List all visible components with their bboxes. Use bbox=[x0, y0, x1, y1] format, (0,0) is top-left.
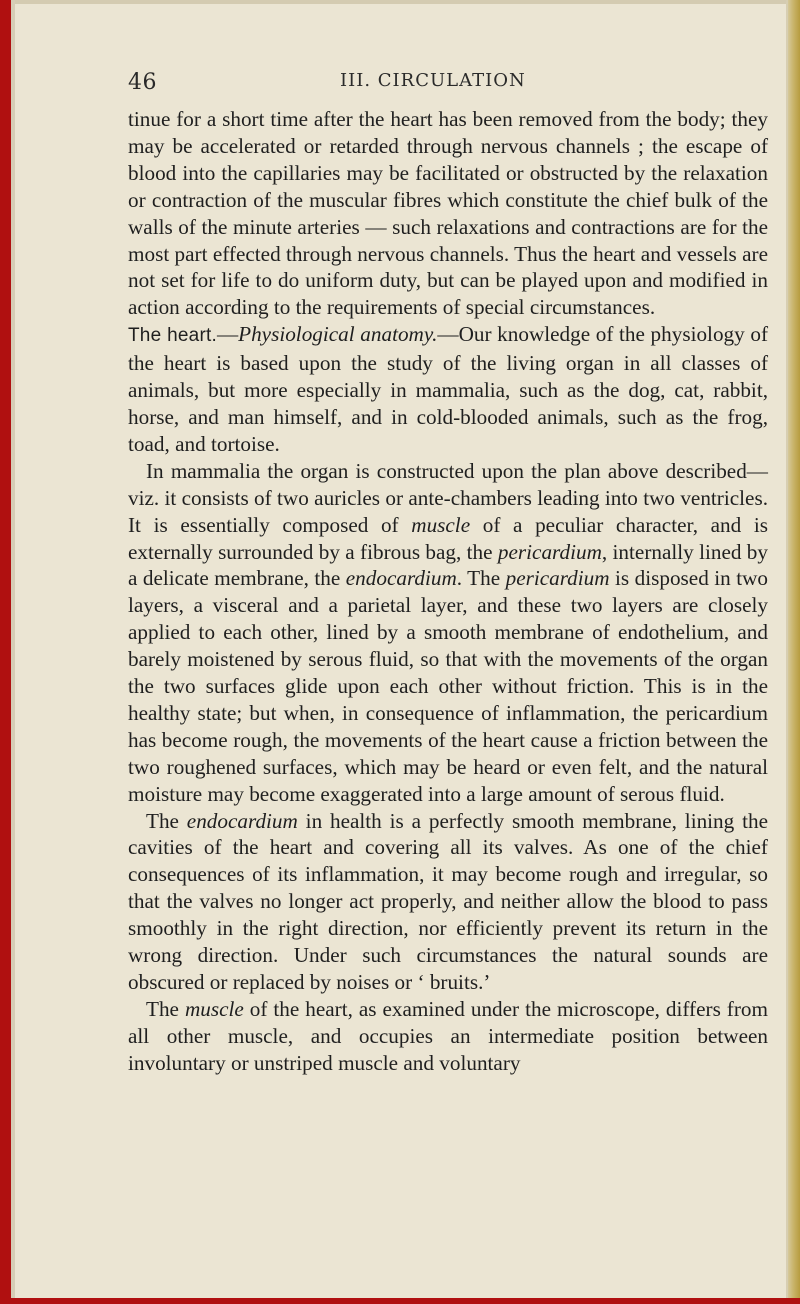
p5-text-2: of the heart, as examined under the microscope, differs from all other muscle, and occupies an intermediate position between involuntary or unstriped muscle and voluntary bbox=[128, 996, 768, 1075]
p5-text-1: The bbox=[146, 996, 185, 1021]
p3-em-pericardium-2: pericardium bbox=[505, 566, 610, 591]
right-page-edge bbox=[788, 0, 800, 1304]
left-binding-edge bbox=[0, 0, 11, 1304]
page-number: 46 bbox=[128, 70, 157, 95]
p3-em-endocardium: endocardium bbox=[345, 566, 457, 591]
paragraph-2 bbox=[128, 321, 768, 458]
p3-text-5: is disposed in two layers, a visceral and a parietal layer, and these two layers are closely applied to each other, lined by a smooth membrane of endothelium, and barely moistened by serous fluid, so that with the movements of the organ the two surfaces glide upon each other without friction. This is in the healthy state; but when, in consequence of inflammation, the pericardium has become rough, the movements of the heart cause a friction between the two roughened surfaces, which may be heard or even felt, and the natural moisture may become exaggerated into a large amount of serous fluid. bbox=[128, 566, 768, 806]
p4-text-1: The bbox=[146, 808, 187, 833]
p3-text-1: In mammalia the organ is constructed upon the plan above described—viz. it consists of two auricles or ante-chambers leading into two ventricles. It is essentially composed of bbox=[128, 458, 768, 537]
paragraph-3 bbox=[128, 458, 768, 808]
body-text bbox=[128, 106, 768, 1077]
p4-text-2: in health is a perfectly smooth membrane, lining the cavities of the heart and covering all its valves. As one of the chief consequences of its inflammation, it may become rough and irregular, so that the valves no longer act properly, and neither allow the blood to pass smoothly in the right direction, nor efficiently prevent its return in the wrong direction. Under such circumstances the natural sounds are obscured or replaced by noises or ‘ bruits.’ bbox=[128, 808, 768, 994]
page-header bbox=[128, 70, 768, 100]
p3-em-muscle: muscle bbox=[411, 512, 471, 537]
dash-1: — bbox=[216, 322, 239, 347]
bottom-binding-edge bbox=[0, 1298, 800, 1304]
p3-text-3: , internally lined by a delicate membrane, the bbox=[128, 539, 768, 591]
p3-text-4: . The bbox=[456, 566, 506, 591]
p3-em-pericardium: pericardium bbox=[497, 539, 602, 564]
left-gutter bbox=[11, 0, 15, 1304]
subheading: Physiological anatomy. bbox=[238, 322, 438, 347]
paragraph-4 bbox=[128, 808, 768, 996]
p3-text-2: of a peculiar character, and is externally surrounded by a fibrous bag, the bbox=[128, 512, 768, 564]
paragraph-2-text: Our knowledge of the physiology of the heart is based upon the study of the living organ in all classes of animals, but more especially in mammalia, such as the dog, cat, rabbit, horse, and man himself, and in cold-blooded animals, such as the frog, toad, and tortoise. bbox=[128, 322, 769, 456]
running-head: III. CIRCULATION bbox=[340, 70, 526, 91]
section-heading: The heart. bbox=[128, 325, 217, 347]
p5-em-muscle: muscle bbox=[184, 996, 244, 1021]
top-edge bbox=[0, 0, 800, 4]
p4-em-endocardium: endocardium bbox=[186, 808, 298, 833]
paragraph-1: tinue for a short time after the heart has been removed from the body; they may be accelerated or retarded through nervous channels ; the escape of blood into the capillaries may be facilitated or obstructed by the relaxation or contraction of the muscular fibres which constitute the chief bulk of the walls of the minute arteries — such relaxations and contractions are for the most part effected through nervous channels. Thus the heart and vessels are not set for life to do uniform duty, but can be played upon and modified in action according to the requirements of special circumstances. bbox=[128, 107, 768, 320]
dash-2: — bbox=[437, 322, 459, 347]
paragraph-5 bbox=[128, 996, 768, 1077]
